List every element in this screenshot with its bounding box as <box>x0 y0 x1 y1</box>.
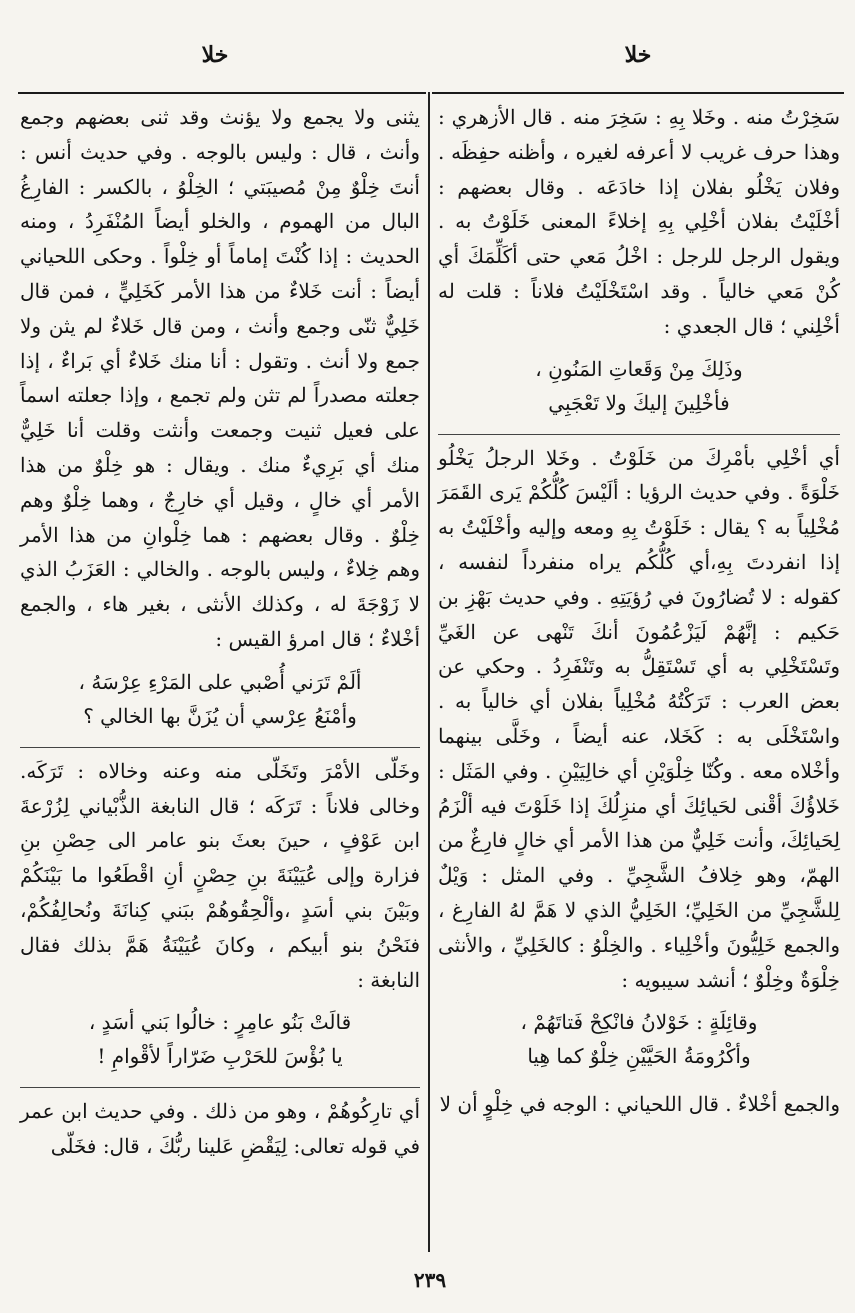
header-rule-right <box>432 92 844 94</box>
verse-separator <box>438 434 840 435</box>
right-verse-2-line-1: وقائِلَةٍ : خَوْلانُ فانْكِحْ فَتاتَهُمْ ، <box>520 1010 758 1035</box>
left-verse-2-line-2: يا بُؤْسَ للحَرْبِ ضَرّاراً لأقْوامِ ! <box>97 1044 343 1069</box>
left-paragraph-1: يثنى ولا يجمع ولا يؤنث وقد ثنى بعضهم وجمع وأنث ، قال : وليس بالوجه . وفي حديث أنس : أنتَ خِلْوٌ مِنْ مُصيبَتي ؛ الخِلْوُ ، بالكسر : الفارِغُ البال من الهموم ، والخلو أيضاً المُنْفَرِدُ ، ومنه الحديث : إذا كُنْتَ إماماً أو خِلْواً . وحكى اللحياني أيضاً : أنت خَلاءٌ من هذا الأمر كَخَلِيٍّ ، فمن قال خَلِيٌّ ثنّى وجمع وأنث ، ومن قال خَلاءٌ لم يثن ولا جمع ولا أنث . وتقول : أنا منك خَلاءٌ أي بَراءٌ ، إذا جعلته مصدراً لم تثن ولم تجمع ، وإذا جعلته اسماً على فعيل ثنيت وجمعت وأنثت وقلت أنا خَلِيٌّ منك أي بَرِيءٌ منك . ويقال : هو خِلْوٌ من هذا الأمر أي خالٍ ، وقيل أي خارِجٌ ، وهما خِلْوٌ وهم خِلْوٌ . وقال بعضهم : هما خِلْوانِ من هذا الأمر وهم خِلاءٌ ، وليس بالوجه . والخالي : العَزَبُ الذي لا زَوْجَةَ له ، وكذلك الأنثى ، بغير هاء ، والجمع أخْلاءٌ ؛ قال امرؤ القيس : <box>20 105 420 651</box>
right-paragraph-2: أي أخْلِي بأمْرِكَ من خَلَوْتُ . وخَلا الرجلُ يَخْلُو خَلْوَةً . وفي حديث الرؤيا : ألَيْسَ كُلُّكُمْ يَرى القَمَرَ مُخْلِياً به ؟ يقال : خَلَوْتُ بِهِ ومعه وإليه وأخْلَيْتُ به إذا انفردتَ بِهِ،أي كُلُّكُم يراه منفرداً لنفسه ، كقوله : لا تُضارُونَ في رُؤيَتِهِ . وفي حديث بَهْزِ بن حَكيم : إنَّهُمْ لَيَزْعُمُونَ أنكَ تَنْهى عن الغَيِّ وتَسْتَخْلِي به أي تَسْتَقِلُّ به وتَنْفَرِدُ . وحكي عن بعض العرب : تَرَكْتُهُ مُخْلِياً بفلان أي خالياً به . واسْتَخْلَى به : كَخَلا، عنه أيضاً ، وخَلَّى بينهما وأخْلاه معه . وكُنّا خِلْوَيْنِ أي خالِيَيْنِ . وفي المَثَل : خَلاؤُكَ أقْنى لحَيائِكَ أي منزِلُكَ إذا خَلَوْتَ فيه ألْزَمُ لِحَيائِكَ، وأنت خَلِيٌّ من هذا الأمر أي خالٍ فارِغٌ من الهمّ، وهو خِلافُ الشَّجِيِّ . وفي المثل : وَيْلٌ لِلشَّجِيِّ من الخَلِيِّ؛ الخَلِيُّ الذي لا هَمَّ لهُ الفارِغ ، والجمع خَلِيُّونَ وأخْلِياء . والخِلْوُ : كالخَلِيِّ ، والأنثى خِلْوَةٌ وخِلْوٌ ؛ أنشد سيبويه : <box>438 445 840 992</box>
right-verse-1-line-2: فأخْلِينَ إليكَ ولا تَعْجَبِي <box>548 390 730 415</box>
left-verse-2-line-1: قالَتْ بَنُو عامِرٍ : خالُوا بَني أسَدٍ ، <box>88 1010 352 1035</box>
left-verse-2 <box>20 1005 420 1073</box>
verse-separator <box>20 747 420 748</box>
right-verse-1-line-1: وذَلِكَ مِنْ وَقَعاتِ المَنُونِ ، <box>535 356 743 381</box>
left-verse-1-line-2: وأمْنَعُ عِرْسي أن يُزَنَّ بها الخالي ؟ <box>83 703 357 728</box>
left-verse-1 <box>20 665 420 733</box>
left-paragraph-2: وخَلّى الأمْرَ وتَخَلّى منه وعنه وخالاه : تَرَكَه. وخالى فلاناً : تَرَكَه ؛ قال النابغة الذُّبْياني لِزُرْعةَ ابن عَوْفٍ ، حينَ بعثَ بنو عامر الى حِصْنِ بنِ فزارة وإلى عُيَيْنَةَ بنِ حِصْنٍ أنِ اقْطَعُوا ما بَيْنَكُمْ وبَيْنَ بني أسَدٍ ،وألْحِقُوهُمْ ببَني كِنانَةَ ونُحالِفُكُمْ، فنَحْنُ بنو أبيكم ، وكانَ عُيَيْنَةُ هَمَّ بذلك فقال النابغة : <box>20 758 420 992</box>
right-verse-2-line-2: وأكْرُومَةُ الحَيَّيْنِ خِلْوٌ كما هِيا <box>527 1044 751 1069</box>
column-divider <box>428 92 430 1252</box>
right-column <box>438 100 840 1122</box>
right-paragraph-3: والجمع أخْلاءٌ . قال اللحياني : الوجه في خِلْوٍ أن لا <box>439 1092 840 1117</box>
right-verse-2 <box>438 1005 840 1073</box>
left-verse-1-line-1: ألَمْ تَرَني أُصْبي على المَرْءِ عِرْسَهُ ، <box>78 669 362 694</box>
right-verse-1 <box>438 352 840 420</box>
header-rule-left <box>18 92 426 94</box>
verse-separator <box>20 1087 420 1088</box>
left-paragraph-3: أي تارِكُوهُمْ ، وهو من ذلك . وفي حديث ابن عمر في قوله تعالى: لِيَقْضِ عَلينا ربُّكَ ، قال: فخَلّى <box>20 1099 420 1159</box>
running-headword-right: خلا <box>624 42 652 68</box>
right-paragraph-1: سَخِرْتُ منه . وخَلا بِهِ : سَخِرَ منه . قال الأزهري : وهذا حرف غريب لا أعرفه لغيره ، وأظنه حفِظَه . وفلان يَخْلُو بفلان إذا خادَعَه . وقال بعضهم : أخْلَيْتُ بفلان أخْلِي بِهِ إخلاءً المعنى خَلَوْتُ به . ويقول الرجل للرجل : اخْلُ مَعي حتى أكَلِّمَكَ أي كُنْ مَعي خالياً . وقد اسْتَخْلَيْتُ فلاناً : قلت له أخْلِني ؛ قال الجعدي : <box>438 105 840 338</box>
running-headword-left: خلا <box>201 42 229 68</box>
left-column <box>20 100 420 1164</box>
page-number: ٢٣٩ <box>413 1268 447 1292</box>
